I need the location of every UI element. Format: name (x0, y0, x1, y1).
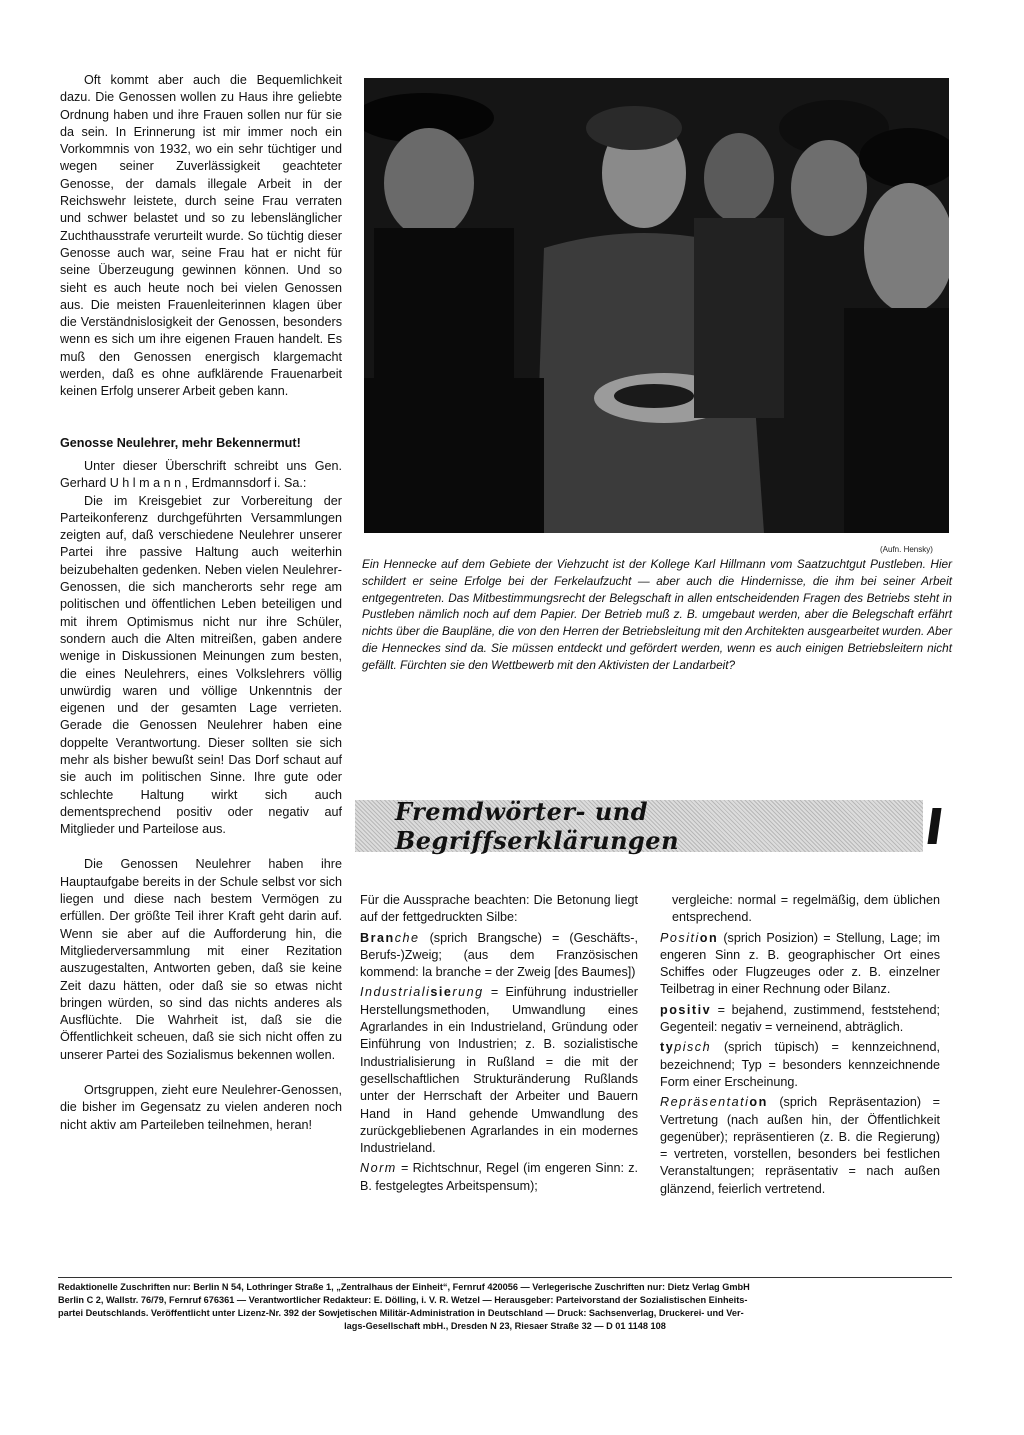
article-paragraph: Oft kommt aber auch die Bequemlichkeit dazu. Die Genossen wollen zu Haus ihre geliebte Ordnung haben und ihre Frauen sollen nur für sie da sein. In Erinnerung ist mir immer noch ein Vorkommnis von 1932, wo ein sehr tüchtiger und wegen seiner Zuverlässigkeit geachteter Genosse, der damals illegale Arbeit in der Reichswehr leistete, durch seine Frau verraten und schwer belastet und so zu lebenslänglicher Zuchthausstrafe verurteilt wurde. So tüchtig dieser Genosse auch war, seine Frau hat er nicht für seine Überzeugung gewinnen können. Und so sieht es auch heute noch bei vielen Genossen aus. Die meisten Frauenleiterinnen klagen über die Verständnislosigkeit der Genossen, besonders wenn es sich um ihre eigenen Frauen handelt. Es muß den Genossen energisch klargemacht werden, daß es ohne aufklärende Frauenarbeit keinen Erfolg unserer Arbeit geben kann. (60, 73, 342, 399)
term-rest: Positi (660, 930, 700, 945)
glossary-norm-continued: vergleiche: normal = regelmäßig, dem üblichen entsprechend. (672, 893, 940, 925)
left-column (60, 72, 342, 1134)
glossary-entry-typisch (660, 1039, 940, 1091)
term-stress: sie (430, 985, 453, 1000)
term-stress: on (699, 930, 719, 945)
term-stress: po (660, 1002, 679, 1017)
glossary-column-left (360, 892, 638, 1198)
term-rest: pisch (674, 1040, 712, 1055)
term-stress: ty (660, 1040, 675, 1055)
term-definition: = bejahend, zustimmend, feststehend; Gegenteil: negativ = verneinend, abträglich. (660, 1002, 940, 1035)
article-paragraph: Die Genossen Neulehrer haben ihre Hauptaufgabe bereits in der Schule selbst vor sich liegen und diese nach bestem Vermögen zu erfüllen. Der größte Teil ihrer Kraft geht darin auf. Wenn sie aber auf die Aufforderung hin, die Mitgliederversammlung mit einer Rezitation auszugestalten, Antworten geben, daß sie keine Zeit dazu hätten, oder daß sie so etwas nicht bringen würden, so sind das nichts anderes als Ausflüchte. Die Wahrheit ist, daß sie die Öffentlichkeit scheuen, daß sie sich nicht offen zu unserer Partei des Sozialismus bekennen wollen. (60, 857, 342, 1062)
news-photo (364, 78, 949, 533)
term-definition: (sprich tüpisch) = kennzeichnend, bezeichnend; Typ = besonders kennzeichnende Form einer Erscheinung. (660, 1040, 940, 1089)
glossary-entry-norm (360, 1160, 638, 1195)
term-rest: che (394, 930, 420, 945)
photo-caption: Ein Hennecke auf dem Gebiete der Viehzucht ist der Kollege Karl Hillmann vom Saatzuchtgut Pustleben. Hier schildert er seine Erfolge bei der Ferkelaufzucht — aber auch die Hindernisse, die ihm bei seiner Arbeit entgegentreten. Das Mitbestimmungsrecht der Belegschaft in allen entscheidenden Fragen des Betriebs steht in Pustleben nämlich noch auf dem Papier. Der Betrieb muß z. B. umgebaut werden, aber die Belegschaft erfährt nichts über die Baupläne, die von den Herren der Betriebsleitung mit den Architekten ausgearbeitet wurden. Aber die Henneckes sind da. Sie müssen entdeckt und gefördert werden, wenn es auch einigen Betriebsleitern nicht gefällt. Fürchten sie den Wettbewerb mit den Aktivisten der Landarbeit? (362, 557, 952, 672)
term-stress: tiv (691, 1002, 712, 1017)
term-stress: Bran (360, 930, 395, 945)
term-definition: (sprich Repräsentazion) = Vertretung (nach außen hin, der Öffentlichkeit gegenüber); repräsentieren (z. B. die Regierung) = vertreten, vorstellen, besonders bei festlichen Veranstaltungen; repräsentativ = nach außen glänzend, feierlich vertretend. (660, 1095, 940, 1196)
term-definition: (sprich Posizion) = Stellung, Lage; im engeren Sinn z. B. geographischer Ort eines Schiffes oder Flugzeuges oder z. B. einzelner Teilbetrag in einer Rechnung oder Bilanz. (660, 930, 940, 997)
imprint-line: partei Deutschlands. Veröffentlicht unter Lizenz-Nr. 392 der Sowjetischen Militär-Administration in Deutschland — Druck: Sachsenverlag, Druckerei- und Ver- (58, 1308, 744, 1318)
photo-men-group-illustration (364, 78, 949, 533)
glossary-entry-branche (360, 930, 638, 982)
glossary-column-right (660, 892, 940, 1201)
term-definition: = Einführung industrieller Herstellungsmethoden, Umwandlung eines Agrarlandes in ein Industrieland, Gründung oder Einführung von Industrien; z. B. sozialistische Industrialisierung in Rußland = die mit der gesellschaftlichen Strukturänderung Rußlands unter der Herrschaft der Arbeiter und Bauern Hand in Hand gehende Umwandlung des zurückgebliebenen Agrarlandes in ein modernes Industrieland. (360, 985, 638, 1156)
glossary-title: Fremdwörter- und Begriffserklärungen (395, 797, 680, 855)
term-rest: rung (452, 985, 484, 1000)
term-stress: on (749, 1095, 768, 1110)
glossary-entry-positiv (660, 1002, 940, 1037)
imprint-line: Berlin C 2, Wallstr. 76/79, Fernruf 676361 — Verantwortlicher Redakteur: E. Dölling, i. V. R. Wetzel — Herausgeber: Parteivorstand der Sozialistischen Einheits- (58, 1295, 748, 1305)
glossary-entry-industrialisierung (360, 984, 638, 1157)
article-heading: Genosse Neulehrer, mehr Bekennermut! (60, 435, 301, 450)
term-rest: Industriali (360, 985, 431, 1000)
article-paragraph: Die im Kreisgebiet zur Vorbereitung der Parteikonferenz durchgeführten Versammlungen zeigten auf, daß verschiedene Neulehrer unserer Partei ihre passive Haltung auch weiterhin beizubehalten gedenken. Neben vielen Neulehrer-Genossen, die sich mancherorts sehr rege am politischen und öffentlichen Leben beteiligen und mit ihrem Optimismus nicht nur ihre Schüler, sondern auch die Alten mitreißen, gaben andere wenige in Diskussionen Meinungen zum besten, die eines Neulehrers, eines Volkslehrers völlig unwürdig waren und völlige Unkenntnis der eigenen und der gesamten Lage verrieten. Gerade die Genossen Neulehrer haben eine doppelte Verantwortung. Dieser sollten sie sich mehr als bisher bewußt sein! Das Dorf schaut auf sie auch im politischen Sinne. Ihre gute oder schlechte Haltung wirkt sich auch dementsprechend positiv oder negativ auf Mitglieder und Parteilose aus. (60, 493, 342, 837)
glossary-banner (355, 797, 923, 855)
term-definition: (sprich Brangsche) = (Geschäfts-, Berufs-)Zweig; (aus dem Französischen kommend: la branche = der Zweig [des Baumes]) (360, 930, 638, 980)
photo-credit: (Aufn. Hensky) (880, 545, 933, 554)
glossary-entry-position (660, 930, 940, 999)
banner-mark (927, 808, 941, 844)
term-stress: si (678, 1002, 692, 1017)
glossary-intro: Für die Aussprache beachten: Die Betonung liegt auf der fettgedruckten Silbe: (360, 893, 638, 925)
term-definition: = Richtschnur, Regel (im engeren Sinn: z. B. festgelegtes Arbeitspensum); (360, 1161, 638, 1193)
imprint-line: lags-Gesellschaft mbH., Dresden N 23, Riesaer Straße 32 — D 01 1148 108 (344, 1321, 666, 1331)
imprint-footer (58, 1277, 952, 1333)
article-paragraph: Unter dieser Überschrift schreibt uns Gen. Gerhard U h l m a n n , Erdmannsdorf i. Sa.: (60, 458, 342, 491)
article-paragraph: Ortsgruppen, zieht eure Neulehrer-Genossen, die bisher im Gegensatz zu vielen anderen noch nicht aktiv am Parteileben teilnehmen, heran! (60, 1083, 342, 1132)
term-word: Norm (360, 1161, 397, 1176)
term-rest: Repräsentati (660, 1095, 750, 1110)
glossary-entry-repraesentation (660, 1094, 940, 1198)
imprint-line: Redaktionelle Zuschriften nur: Berlin N 54, Lothringer Straße 1, „Zentralhaus der Einheit“, Fernruf 420056 — Verlegerische Zuschriften nur: Dietz Verlag GmbH (58, 1282, 750, 1292)
